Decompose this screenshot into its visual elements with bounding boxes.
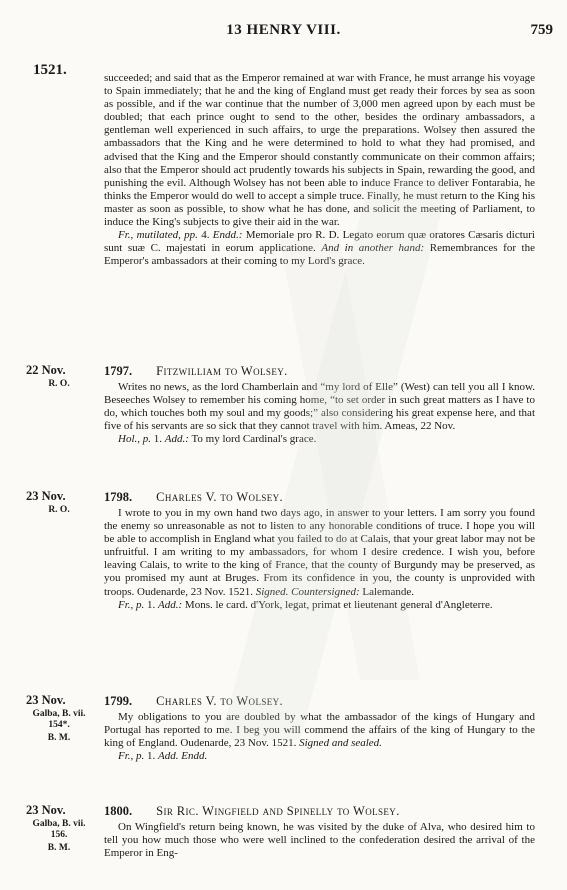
ref-line: B. M. xyxy=(47,733,71,743)
ref-line: 156. xyxy=(50,829,68,840)
entry-date: 22 Nov. xyxy=(26,363,66,377)
add-text: To my lord Cardinal's grace. xyxy=(188,433,317,446)
add-label: Add.: xyxy=(158,598,183,611)
entry-title: Sir Ric. Wingfield and Spinelly to Wolsey. xyxy=(156,804,400,818)
entry-text-main: I wrote to you in my own hand two days ago, in answer to your letters. I am sorry you found the enemy so unreasonable as not to listen to any honorable conditions of truce. I hope you will be able to accomplish in England what you failed to do at Calais, that your great labor may not be unfruitful. I am writing to my ambassadors, for whom I desire credence. I wish you, before leaving Calais, to write to the king of France, that the county of Burgundy may be preserved, as you promised my aunt at Bruges. From its confidence in you, the county is unprovided with troops. Oudenarde, 23 Nov. 1521. xyxy=(104,507,535,598)
entry-heading xyxy=(104,490,535,505)
ref-line: Galba, B. vii. xyxy=(32,819,86,829)
entry-ref xyxy=(18,709,100,744)
signature-note: Signed. Countersigned: xyxy=(255,585,360,598)
entry-title: Charles V. to Wolsey. xyxy=(156,490,284,504)
running-title: 13 HENRY VIII. xyxy=(226,22,341,38)
entry-date: 23 Nov. xyxy=(26,693,66,707)
entry-text-main: My obligations to you are doubled by what the ambassador of the kings of Hungary and Portugal has reported to me. I beg you will commend the affairs of the king of Hungary to the king of England. Oudenarde, 23 Nov. 1521. xyxy=(104,711,535,750)
source-label: Fr., mutilated, pp. xyxy=(118,229,198,242)
ref-line: 154*. xyxy=(48,719,70,730)
running-head xyxy=(0,22,567,40)
add-label: Add.: xyxy=(164,433,189,446)
source-pages: 4. xyxy=(197,229,213,242)
source-label: Hol., p. xyxy=(118,433,151,446)
entry-text xyxy=(104,711,535,750)
entry-number: 1800. xyxy=(104,804,133,818)
countersigner: Lalemande. xyxy=(359,585,414,598)
entry-date: 23 Nov. xyxy=(26,489,66,503)
page-number: 759 xyxy=(530,22,553,38)
source-pages: 1. xyxy=(151,433,165,446)
entry-ref xyxy=(18,819,100,854)
entry-number: 1798. xyxy=(104,490,133,504)
source-note xyxy=(104,229,535,268)
entry-text: Writes no news, as the lord Chamberlain and “my lord of Elle” (West) can tell you all I know. Beseeches Wolsey to remember his coming home, “to set order in such great matters as I have to do, which touches both my soul and my goods;” also considering his great expense here, and that five of his servants are so sick that they cannot travel with him. Ameas, 22 Nov. xyxy=(104,381,535,433)
source-label: Fr., p. xyxy=(118,750,145,763)
add-label: Add. Endd. xyxy=(158,750,208,763)
entry-body xyxy=(104,821,535,860)
continuation-text: succeeded; and said that as the Emperor remained at war with France, he must arrange his voyage to Spain immediately; that he and the king of England must get ready their forces by sea as soon as possible, and if the war continue that the number of 3,000 men agreed upon by each must be doubled; that each prince ought to send to the other, besides the ordinary ambassadors, a gentleman well experienced in such affairs, to urge the preparations. Wolsey then assured the ambassadors that the King and he were determined to hold to what they had promised, and advised that the King and the Emperor should constantly communicate on their common affairs; also that the Emperor should act prudently towards his subjects in Spain, rewarding the good, and punishing the evil. Although Wolsey has not been able to induce France to deliver Fontarabia, he thinks the Emperor would do well to accept a simple truce. Finally, he must return to the King his master as soon as possible, to show what he has done, and solicit the meeting of Parliament, to induce the King's subjects to give their aid in the war. xyxy=(104,72,535,229)
endd-text: Memoriale pro R. D. Legato eorum quæ oratores Cæsaris dicturi sunt suæ C. majestati in eorum applicatione. xyxy=(104,229,535,255)
continuation-paragraph xyxy=(104,72,535,268)
add-text: Mons. le card. d'York, legat, primat et lieutenant general d'Angleterre. xyxy=(182,598,493,611)
source-label: Fr., p. xyxy=(118,598,145,611)
ref-line: Galba, B. vii. xyxy=(32,709,86,719)
entry-source xyxy=(104,599,535,612)
entry-title: Charles V. to Wolsey. xyxy=(156,694,284,708)
entry-number: 1797. xyxy=(104,364,133,378)
another-hand-label: And in another hand: xyxy=(321,242,425,255)
entry-ref: R. O. xyxy=(48,379,70,389)
ref-line: B. M. xyxy=(47,843,71,853)
entry-heading xyxy=(104,804,535,819)
margin-year: 1521. xyxy=(33,62,67,78)
endd-label: Endd.: xyxy=(212,229,243,242)
another-hand-text: Remembrances for the Emperor's ambassadors at their coming to my Lord's grace. xyxy=(104,242,535,268)
entry-text: On Wingfield's return being known, he was visited by the duke of Alva, who desired him to tell you how much those who were well inclined to the confederation desired the arrival of the Emperor in Eng- xyxy=(104,821,535,860)
entry-body xyxy=(104,711,535,763)
entry-ref: R. O. xyxy=(48,505,70,515)
entry-title: Fitzwilliam to Wolsey. xyxy=(156,364,288,378)
entry-heading xyxy=(104,364,535,379)
entry-date: 23 Nov. xyxy=(26,803,66,817)
entry-body xyxy=(104,507,535,612)
source-pages: 1. xyxy=(144,598,159,611)
entry-source xyxy=(104,750,535,763)
entry-text xyxy=(104,507,535,599)
entry-heading xyxy=(104,694,535,709)
entry-source xyxy=(104,433,535,446)
source-pages: 1. xyxy=(144,750,159,763)
entry-number: 1799. xyxy=(104,694,133,708)
signature-note: Signed and sealed. xyxy=(299,737,382,750)
entry-body xyxy=(104,381,535,446)
